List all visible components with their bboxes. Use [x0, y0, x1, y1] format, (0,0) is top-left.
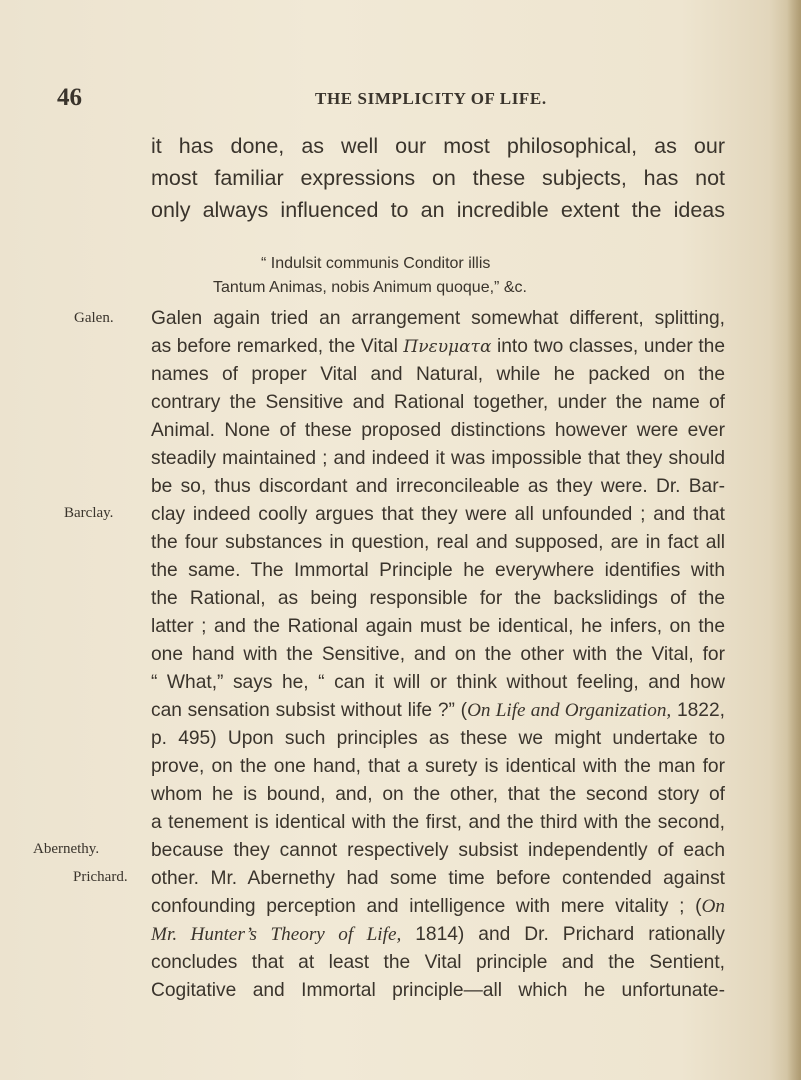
book-title: On — [701, 896, 725, 917]
text-line: other. Mr. Abernethy had some time before contended against — [151, 868, 725, 889]
text-span: confounding perception and intelligence with mere vitality ; ( — [151, 896, 702, 917]
text-line: contrary the Sensitive and Rational together, under the name of — [151, 392, 725, 413]
text-line: latter ; and the Rational again must be identical, he infers, on the — [151, 616, 725, 637]
text-span: 1822, — [671, 700, 725, 721]
text-line: clay indeed coolly argues that they were all unfounded ; and that — [151, 504, 725, 525]
text-line — [151, 333, 725, 361]
text-line: “ What,” says he, “ can it will or think without feeling, and how — [151, 672, 725, 693]
text-span: 1814) and Dr. Prichard rationally — [401, 924, 725, 945]
text-line: be so, thus discordant and irreconcileable as they were. Dr. Bar- — [151, 476, 725, 497]
margin-note-barclay: Barclay. — [64, 505, 114, 521]
text-line: one hand with the Sensitive, and on the other with the Vital, for — [151, 644, 725, 665]
text-span: as before remarked, the Vital — [151, 336, 404, 357]
quote-line-1: “ Indulsit communis Conditor illis — [261, 255, 491, 272]
text-line: names of proper Vital and Natural, while he packed on the — [151, 364, 725, 385]
text-line: concludes that at least the Vital principle and the Sentient, — [151, 952, 725, 973]
text-line: p. 495) Upon such principles as these we might undertake to — [151, 728, 725, 749]
margin-note-abernethy: Abernethy. — [33, 841, 100, 857]
quote-line-2: Tantum Animas, nobis Animum quoque,” &c. — [213, 279, 527, 296]
text-line — [151, 697, 725, 725]
text-line: the same. The Immortal Principle he everywhere identifies with — [151, 560, 725, 581]
book-title: On Life and Organization, — [467, 700, 672, 721]
page-header — [0, 84, 801, 114]
book-title: Mr. Hunter’s Theory of Life, — [151, 924, 402, 945]
text-line: steadily maintained ; and indeed it was impossible that they should — [151, 448, 725, 469]
greek-word: Πνευματα — [403, 337, 492, 357]
text-line: a tenement is identical with the first, and the third with the second, — [151, 812, 725, 833]
text-line: Galen again tried an arrangement somewhat different, splitting, — [151, 308, 725, 329]
page-number: 46 — [57, 84, 82, 111]
text-line: the Rational, as being responsible for the backslidings of the — [151, 588, 725, 609]
text-line: Cogitative and Immortal principle—all which he unfortunate- — [151, 980, 725, 1001]
text-line: prove, on the one hand, that a surety is identical with the man for — [151, 756, 725, 777]
text-line: it has done, as well our most philosophical, as our — [151, 134, 725, 158]
page-edge-shadow — [787, 0, 801, 1080]
text-line: most familiar expressions on these subjects, has not — [151, 166, 725, 190]
margin-note-prichard: Prichard. — [73, 869, 128, 885]
text-line: because they cannot respectively subsist independently of each — [151, 840, 725, 861]
text-line — [151, 893, 725, 921]
text-line: only always influenced to an incredible extent the ideas — [151, 198, 725, 222]
text-line — [151, 921, 725, 949]
text-line: Animal. None of these proposed distinctions however were ever — [151, 420, 725, 441]
text-span: into two classes, under the — [491, 336, 725, 357]
text-line: the four substances in question, real and supposed, are in fact all — [151, 532, 725, 553]
running-head: THE SIMPLICITY OF LIFE. — [315, 89, 547, 108]
text-span: can sensation subsist without life ?” ( — [151, 700, 468, 721]
margin-note-galen: Galen. — [74, 310, 114, 326]
text-line: whom he is bound, and, on the other, that the second story of — [151, 784, 725, 805]
